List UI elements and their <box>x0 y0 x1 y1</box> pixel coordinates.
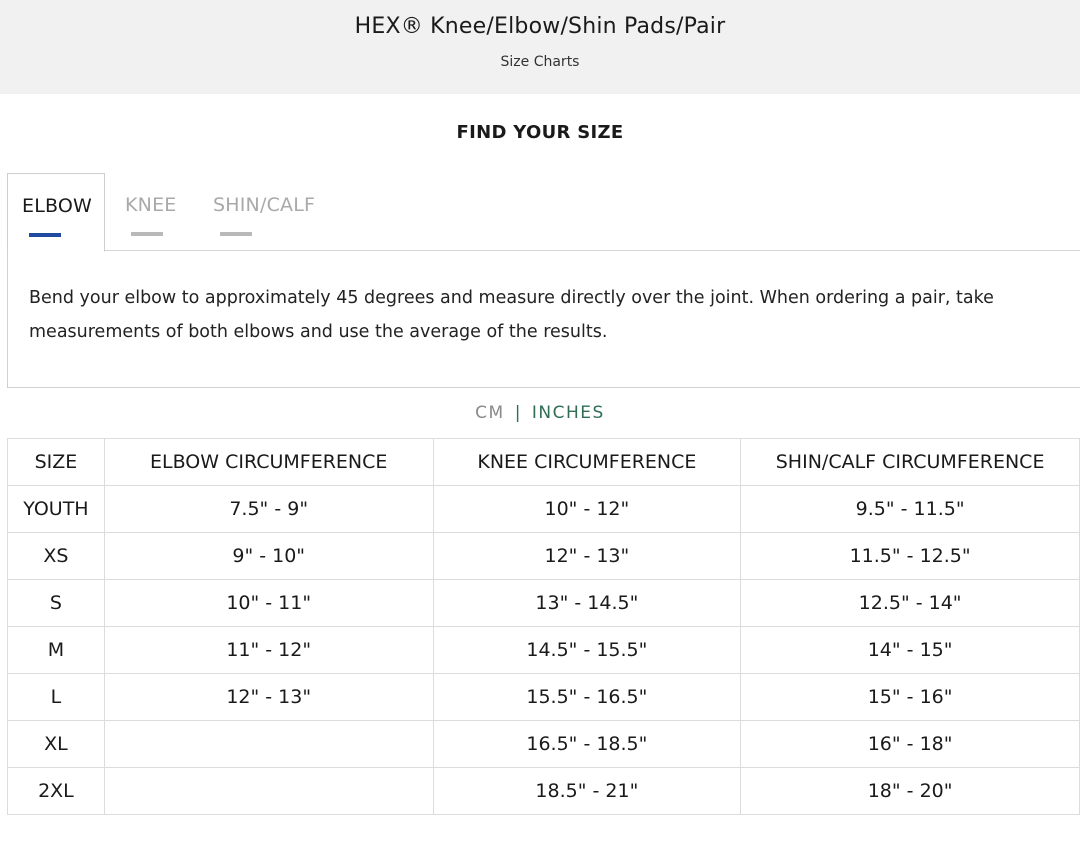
elbow-cell: 12" - 13" <box>104 674 433 721</box>
shin-calf-cell: 11.5" - 12.5" <box>741 533 1080 580</box>
table-row <box>8 580 1080 627</box>
tab-knee-label: KNEE <box>125 194 177 216</box>
table-row <box>8 674 1080 721</box>
tab-knee[interactable] <box>105 173 195 251</box>
tab-knee-indicator <box>131 232 163 236</box>
shin-calf-cell: 18" - 20" <box>741 768 1080 815</box>
elbow-cell <box>104 768 433 815</box>
table-row <box>8 533 1080 580</box>
size-chart-table <box>7 438 1080 815</box>
tab-elbow-indicator <box>29 233 61 237</box>
knee-cell: 10" - 12" <box>433 486 741 533</box>
knee-cell: 18.5" - 21" <box>433 768 741 815</box>
size-cell: XS <box>8 533 105 580</box>
shin-calf-cell: 12.5" - 14" <box>741 580 1080 627</box>
knee-cell: 12" - 13" <box>433 533 741 580</box>
unit-toggle <box>0 403 1080 423</box>
tab-shin-calf-label: SHIN/CALF <box>213 194 316 216</box>
measurement-instructions <box>7 251 1080 388</box>
page-header <box>0 0 1080 94</box>
elbow-cell <box>104 721 433 768</box>
table-row <box>8 486 1080 533</box>
product-title: HEX® Knee/Elbow/Shin Pads/Pair <box>354 14 726 39</box>
shin-calf-cell: 16" - 18" <box>741 721 1080 768</box>
elbow-cell: 7.5" - 9" <box>104 486 433 533</box>
knee-cell: 14.5" - 15.5" <box>433 627 741 674</box>
size-cell: 2XL <box>8 768 105 815</box>
tab-shin-calf-indicator <box>220 232 252 236</box>
size-cell: M <box>8 627 105 674</box>
knee-cell: 13" - 14.5" <box>433 580 741 627</box>
table-header-row <box>8 439 1080 486</box>
column-header-knee: KNEE CIRCUMFERENCE <box>433 439 741 486</box>
table-row <box>8 721 1080 768</box>
unit-separator: | <box>514 403 522 423</box>
size-cell: YOUTH <box>8 486 105 533</box>
column-header-size: SIZE <box>8 439 105 486</box>
page-subtitle: Size Charts <box>500 54 580 70</box>
body-part-tabs <box>7 173 1080 251</box>
elbow-cell: 11" - 12" <box>104 627 433 674</box>
size-cell: L <box>8 674 105 721</box>
section-title: FIND YOUR SIZE <box>456 122 624 143</box>
column-header-elbow: ELBOW CIRCUMFERENCE <box>104 439 433 486</box>
unit-cm-option[interactable]: CM <box>475 403 505 423</box>
instructions-line-2: measurements of both elbows and use the average of the results. <box>29 322 608 342</box>
knee-cell: 15.5" - 16.5" <box>433 674 741 721</box>
tab-shin-calf[interactable] <box>195 173 345 251</box>
instructions-line-1: Bend your elbow to approximately 45 degrees and measure directly over the joint. When ordering a pair, take <box>29 288 994 308</box>
shin-calf-cell: 15" - 16" <box>741 674 1080 721</box>
table-row <box>8 768 1080 815</box>
shin-calf-cell: 9.5" - 11.5" <box>741 486 1080 533</box>
elbow-cell: 10" - 11" <box>104 580 433 627</box>
shin-calf-cell: 14" - 15" <box>741 627 1080 674</box>
unit-inches-option[interactable]: INCHES <box>531 403 605 423</box>
tab-elbow[interactable] <box>7 173 105 252</box>
size-cell: XL <box>8 721 105 768</box>
knee-cell: 16.5" - 18.5" <box>433 721 741 768</box>
size-cell: S <box>8 580 105 627</box>
elbow-cell: 9" - 10" <box>104 533 433 580</box>
tab-elbow-label: ELBOW <box>22 195 93 217</box>
column-header-shin-calf: SHIN/CALF CIRCUMFERENCE <box>741 439 1080 486</box>
table-row <box>8 627 1080 674</box>
